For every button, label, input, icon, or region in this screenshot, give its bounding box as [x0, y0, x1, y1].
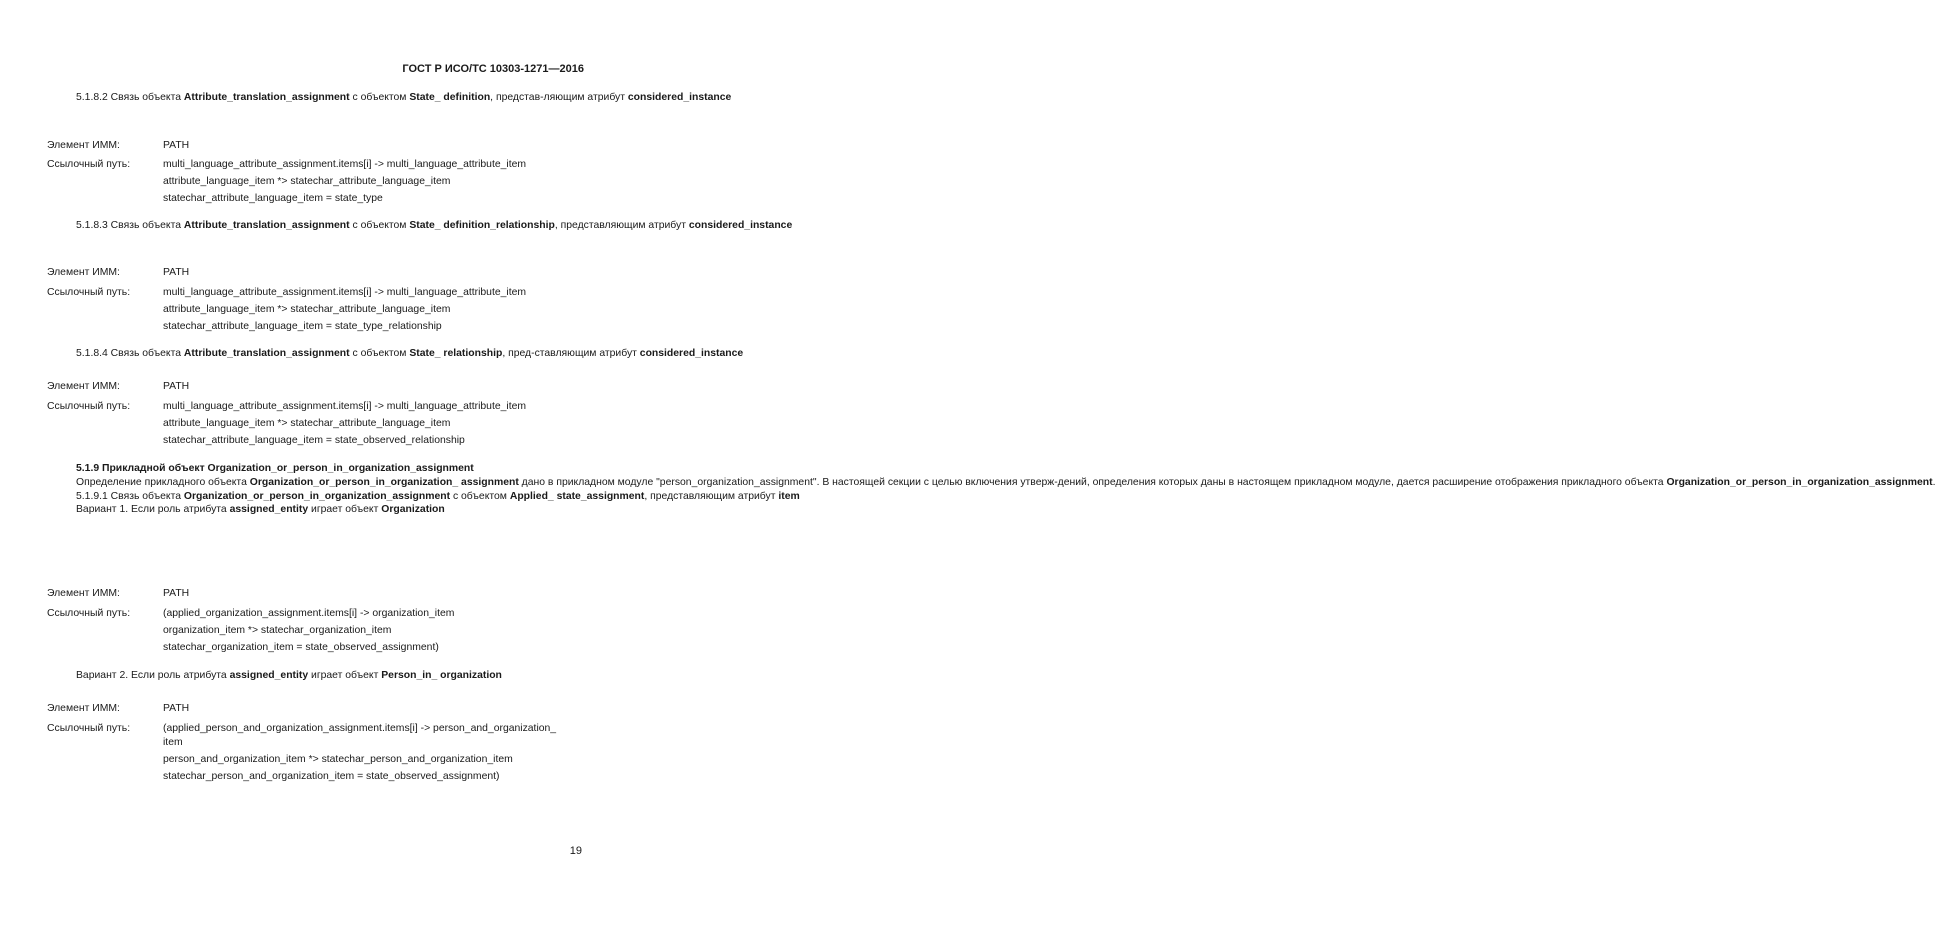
page-number: 19: [569, 845, 582, 857]
section-5-1-8-3-heading: [47, 219, 793, 233]
element-value: PATH: [163, 703, 190, 714]
element-value: PATH: [163, 267, 190, 278]
section-5-1-8-2-heading: [47, 91, 732, 105]
text: .: [1932, 476, 1936, 488]
path-line: attribute_language_item *> statechar_attribute_language_item: [163, 304, 451, 315]
text: играет объект: [308, 504, 382, 516]
object-name: Organization_or_person_in_organization_ assignment: [249, 476, 519, 488]
path-label: Ссылочный путь:: [47, 159, 131, 170]
element-label: Элемент ИММ:: [47, 703, 120, 714]
path-line: (applied_person_and_organization_assignment.items[i] -> person_and_organization_: [163, 723, 557, 734]
element-label: Элемент ИММ:: [47, 588, 120, 599]
attribute-name: item: [778, 490, 800, 502]
text: Вариант 1. Если роль атрибута: [76, 504, 230, 516]
section-5-1-8-4-heading: [47, 347, 744, 361]
text: Вариант 2. Если роль атрибута: [76, 670, 230, 681]
path-line: (applied_organization_assignment.items[i] -> organization_item: [163, 608, 455, 619]
object-name: Organization_or_person_in_organization_assignment: [1666, 476, 1933, 488]
path-label: Ссылочный путь:: [47, 401, 131, 412]
path-line: organization_item *> statechar_organization_item: [163, 625, 392, 636]
section-title: 5.1.9 Прикладной объект Organization_or_person_in_organization_assignment: [76, 463, 474, 474]
path-line: statechar_person_and_organization_item = state_observed_assignment): [163, 771, 500, 782]
element-label: Элемент ИММ:: [47, 267, 120, 278]
text: , представляющим атрибут: [644, 490, 779, 502]
text: с объектом: [349, 92, 410, 103]
element-label: Элемент ИММ:: [47, 140, 120, 151]
object-name: Organization_or_person_in_organization_assignment: [183, 490, 451, 502]
attribute-name: considered_instance: [627, 92, 732, 103]
object-name: State_ definition: [409, 92, 491, 103]
text: 5.1.9.1 Связь объекта: [76, 490, 184, 502]
variant-2: [47, 669, 584, 683]
element-label: Элемент ИММ:: [47, 381, 120, 392]
object-name: Attribute_translation_assignment: [183, 220, 350, 231]
path-line: multi_language_attribute_assignment.items[i] -> multi_language_attribute_item: [163, 287, 527, 298]
object-name: Organization: [381, 504, 445, 516]
path-line: multi_language_attribute_assignment.items[i] -> multi_language_attribute_item: [163, 401, 527, 412]
text: , представляющим атрибут: [554, 220, 689, 231]
text: с объектом: [349, 348, 410, 359]
text: с объектом: [349, 220, 410, 231]
text: с объектом: [450, 490, 510, 502]
text: , представ-ляющим атрибут: [490, 92, 628, 103]
object-name: State_ definition_relationship: [409, 220, 555, 231]
path-label: Ссылочный путь:: [47, 723, 131, 734]
text: 5.1.8.2 Связь объекта: [76, 92, 184, 103]
attribute-name: assigned_entity: [229, 670, 309, 681]
object-name: Applied_ state_assignment: [509, 490, 645, 502]
document-header: ГОСТ Р ИСО/ТС 10303-1271—2016: [402, 63, 584, 75]
object-name: State_ relationship: [409, 348, 503, 359]
path-line: attribute_language_item *> statechar_attribute_language_item: [163, 418, 451, 429]
attribute-name: considered_instance: [639, 348, 744, 359]
path-line: attribute_language_item *> statechar_attribute_language_item: [163, 176, 451, 187]
object-name: Attribute_translation_assignment: [183, 92, 350, 103]
element-value: PATH: [163, 140, 190, 151]
path-line: person_and_organization_item *> statechar_person_and_organization_item: [163, 754, 513, 765]
text: 5.1.8.3 Связь объекта: [76, 220, 184, 231]
section-5-1-9: [47, 462, 1936, 517]
attribute-name: considered_instance: [688, 220, 793, 231]
element-value: PATH: [163, 588, 190, 599]
object-name: Attribute_translation_assignment: [183, 348, 350, 359]
attribute-name: assigned_entity: [229, 504, 309, 516]
path-line: statechar_attribute_language_item = state_observed_relationship: [163, 435, 465, 446]
path-line: statechar_organization_item = state_observed_assignment): [163, 642, 439, 653]
text: играет объект: [308, 670, 382, 681]
text: дано в прикладном модуле "person_organization_assignment". В настоящей секции с целью включения утверж-дений, определения которых даны в настоящем прикладном модуле, дается расширение отображения прикладного объекта: [518, 476, 1667, 488]
text: Определение прикладного объекта: [76, 476, 250, 488]
path-line: statechar_attribute_language_item = state_type_relationship: [163, 321, 442, 332]
path-line: item: [163, 737, 183, 748]
text: 5.1.8.4 Связь объекта: [76, 348, 184, 359]
text: , пред-ставляющим атрибут: [502, 348, 640, 359]
path-line: multi_language_attribute_assignment.items[i] -> multi_language_attribute_item: [163, 159, 527, 170]
path-line: statechar_attribute_language_item = state_type: [163, 193, 383, 204]
element-value: PATH: [163, 381, 190, 392]
path-label: Ссылочный путь:: [47, 287, 131, 298]
path-label: Ссылочный путь:: [47, 608, 131, 619]
object-name: Person_in_ organization: [381, 670, 502, 681]
